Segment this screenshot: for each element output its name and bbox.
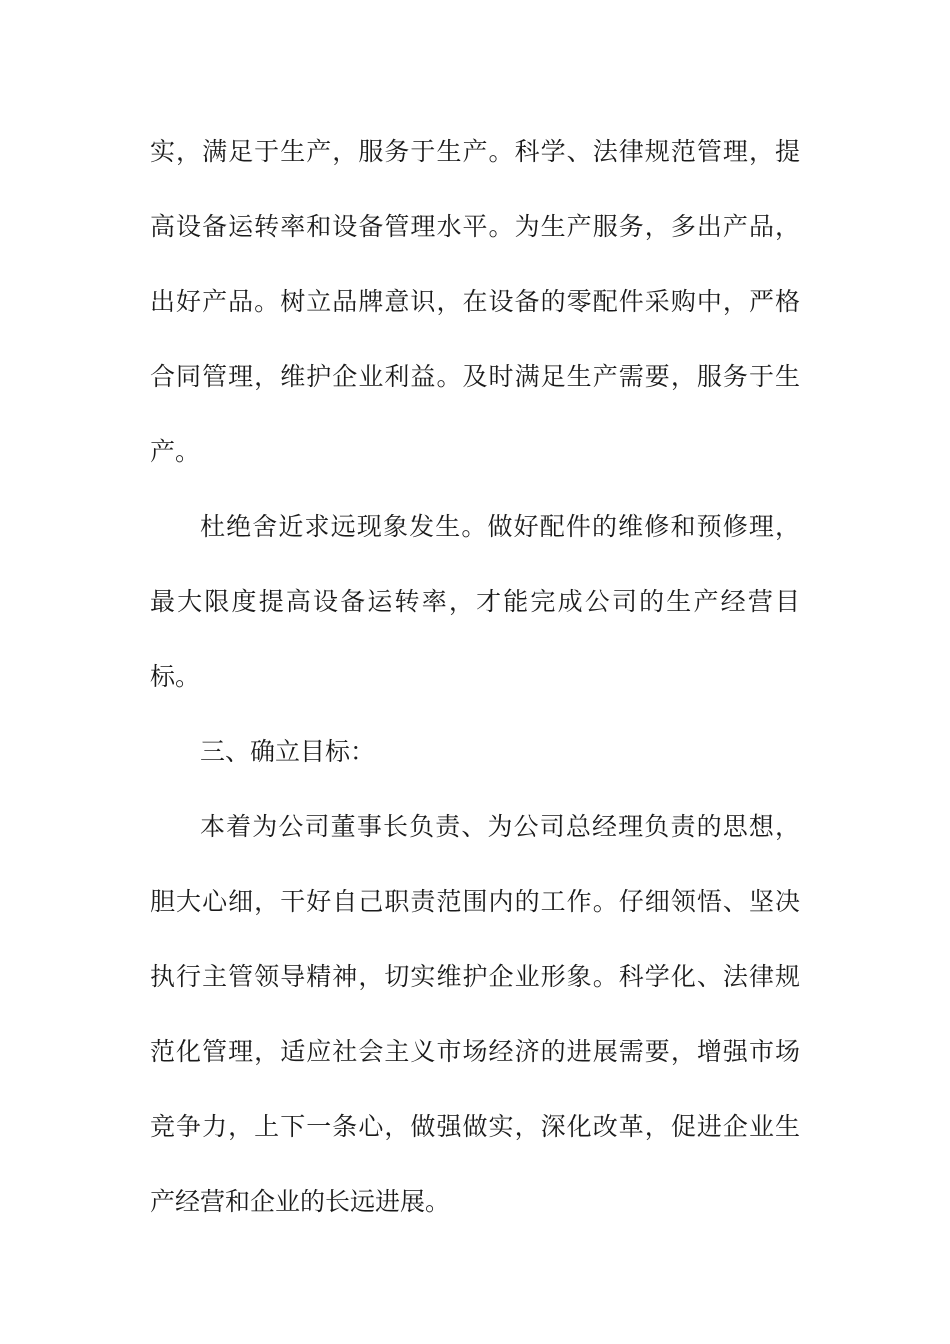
text-line: 执行主管领导精神，切实维护企业形象。科学化、法律规 <box>150 962 800 991</box>
paragraph-start-line: 本着为公司董事长负责、为公司总经理负责的思想， <box>200 812 800 841</box>
text-line: 产经营和企业的长远进展。 <box>150 1187 451 1216</box>
text-line: 高设备运转率和设备管理水平。为生产服务，多出产品， <box>150 212 800 241</box>
text-line: 范化管理，适应社会主义市场经济的进展需要，增强市场 <box>150 1037 800 1066</box>
paragraph-start-line: 杜绝舍近求远现象发生。做好配件的维修和预修理， <box>200 512 800 541</box>
text-line: 出好产品。树立品牌意识，在设备的零配件采购中，严格 <box>150 287 800 316</box>
text-line: 标。 <box>150 662 201 691</box>
text-line: 实，满足于生产，服务于生产。科学、法律规范管理，提 <box>150 137 800 166</box>
text-line: 最大限度提高设备运转率，才能完成公司的生产经营目 <box>150 587 800 616</box>
text-line: 产。 <box>150 437 201 466</box>
text-line: 合同管理，维护企业利益。及时满足生产需要，服务于生 <box>150 362 800 391</box>
section-heading: 三、确立目标： <box>200 737 376 766</box>
text-line: 竞争力，上下一条心，做强做实，深化改革，促进企业生 <box>150 1112 800 1141</box>
text-line: 胆大心细，干好自己职责范围内的工作。仔细领悟、坚决 <box>150 887 800 916</box>
